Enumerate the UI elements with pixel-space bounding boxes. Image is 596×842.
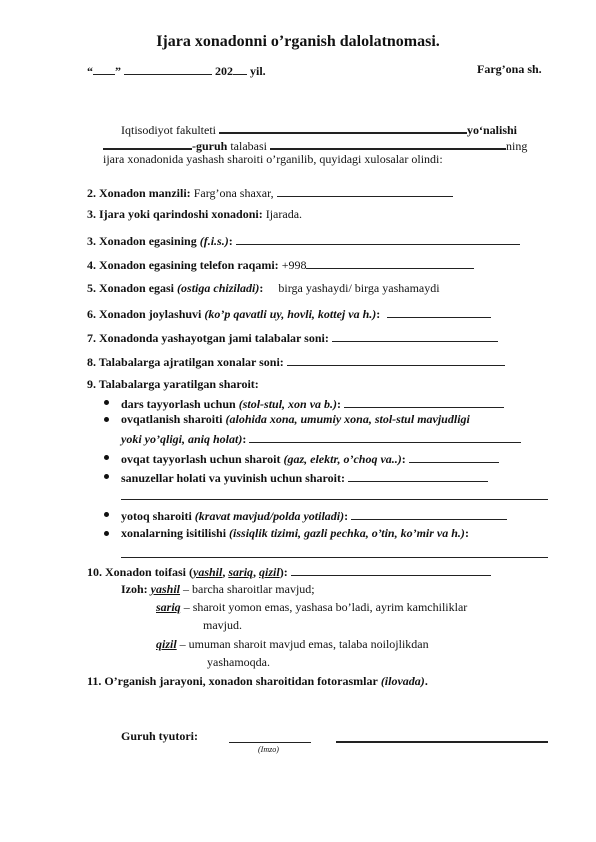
category-label: 10. Xonadon toifasi ( — [87, 565, 194, 579]
bullet-icon — [104, 400, 109, 405]
owner-label: 3. Xonadon egasining — [87, 234, 197, 248]
study-colon: : — [337, 397, 342, 411]
note-red-row — [156, 637, 429, 652]
note-yellow-row — [156, 600, 467, 615]
address-label: 2. Xonadon manzili: — [87, 186, 191, 200]
rooms-row — [87, 353, 505, 370]
heat-colon: : — [464, 526, 469, 540]
note-green-desc: – barcha sharoitlar mavjud; — [183, 582, 315, 596]
sign-hint: (Imzo) — [258, 745, 279, 754]
faculty-label: Iqtisodiyot fakulteti — [121, 123, 216, 137]
student-label: talabasi — [230, 139, 267, 153]
cook-colon: : — [401, 452, 406, 466]
signature-field[interactable] — [229, 742, 311, 743]
owner-live-hint: (ostiga chiziladi) — [177, 281, 260, 295]
owner-colon: : — [228, 234, 233, 248]
direction-field[interactable] — [219, 120, 467, 134]
rooms-label: 8. Talabalarga ajratilgan xonalar soni: — [87, 355, 284, 369]
intro-line-3: ijara xonadonida yashash sharoiti o’rganilib, quyidagi xulosalar olindi: — [103, 152, 443, 166]
year-field[interactable] — [233, 62, 247, 75]
phone-prefix: +998 — [281, 258, 307, 272]
group-field[interactable] — [103, 136, 192, 150]
students-row — [87, 329, 498, 346]
rental-type-value: Ijarada. — [265, 207, 303, 221]
bullet-icon — [104, 474, 109, 479]
phone-field[interactable] — [306, 256, 474, 269]
ning-label: ning — [506, 139, 528, 153]
category-yellow: sariq — [228, 565, 254, 579]
owner-hint: (f.i.s.) — [199, 234, 229, 248]
rest-row-2 — [121, 430, 521, 447]
conditions-heading: 9. Talabalarga yaratilgan sharoit: — [87, 377, 259, 391]
location-colon: : — [376, 307, 381, 321]
open-quote: “ — [87, 64, 93, 78]
students-field[interactable] — [332, 329, 498, 342]
sanitary-label: sanuzellar holati va yuvinish uchun sharoit: — [121, 471, 345, 485]
document-title: Ijara xonadonni o’rganish dalolatnomasi. — [156, 33, 440, 50]
study-field[interactable] — [344, 395, 504, 408]
note-yellow-desc: – sharoit yomon emas, yashasa bo’ladi, ayrim kamchiliklar — [183, 600, 468, 614]
category-sep: , — [222, 565, 226, 579]
phone-row — [87, 256, 474, 273]
note-green: yashil — [150, 582, 181, 596]
bullet-icon — [104, 455, 109, 460]
owner-live-options[interactable]: birga yashaydi/ birga yashamaydi — [278, 281, 440, 295]
heat-field[interactable] — [121, 557, 548, 558]
close-quote: ” — [115, 64, 121, 78]
year-prefix: 202 — [215, 64, 233, 78]
owner-live-row — [87, 281, 440, 296]
photos-label: 11. O’rganish jarayoni, xonadon sharoitidan fotorasmlar — [87, 674, 378, 688]
sleep-row — [121, 507, 507, 524]
cook-label: ovqat tayyorlash uchun sharoit — [121, 452, 281, 466]
tutor-name-field[interactable] — [336, 741, 548, 743]
cook-row — [121, 450, 499, 467]
owner-name-field[interactable] — [236, 232, 520, 245]
category-field[interactable] — [291, 563, 491, 576]
sleep-label: yotoq sharoiti — [121, 509, 192, 523]
bullet-icon — [104, 531, 109, 536]
photos-dot: . — [424, 674, 428, 688]
student-name-field[interactable] — [270, 136, 506, 150]
location-hint: (ko’p qavatli uy, hovli, kottej va h.) — [204, 307, 377, 321]
day-field[interactable] — [93, 62, 115, 75]
location-label: 6. Xonadon joylashuvi — [87, 307, 202, 321]
bullet-icon — [104, 417, 109, 422]
sleep-hint: (kravat mavjud/polda yotiladi) — [194, 509, 345, 523]
sleep-field[interactable] — [351, 507, 507, 520]
heat-row — [121, 526, 469, 541]
rental-type-label: 3. Ijara yoki qarindoshi xonadoni: — [87, 207, 263, 221]
photos-hint: (ilovada) — [380, 674, 425, 688]
category-row — [87, 563, 491, 580]
phone-label: 4. Xonadon egasining telefon raqami: — [87, 258, 279, 272]
rest-hint: (alohida xona, umumiy xona, stol-stul mavjudligi — [225, 412, 470, 426]
address-value: Farg’ona shaxar, — [193, 186, 274, 200]
cook-field[interactable] — [409, 450, 499, 463]
owner-live-colon: : — [259, 281, 264, 295]
rental-type-row — [87, 207, 302, 222]
bullet-icon — [104, 512, 109, 517]
study-label: dars tayyorlash uchun — [121, 397, 236, 411]
rest-field[interactable] — [249, 430, 521, 443]
rooms-field[interactable] — [287, 353, 505, 366]
year-suffix: yil. — [250, 64, 266, 78]
note-red-desc: – umuman sharoit mavjud emas, talaba noilojlikdan — [179, 637, 429, 651]
students-label: 7. Xonadonda yashayotgan jami talabalar soni: — [87, 331, 329, 345]
city: Farg’ona sh. — [477, 62, 542, 76]
rest-label: ovqatlanish sharoiti — [121, 412, 223, 426]
rest-hint-2: yoki yo’qligi, aniq holat) — [121, 432, 243, 446]
note-row — [121, 582, 315, 597]
month-field[interactable] — [124, 62, 212, 75]
category-sep: , — [253, 565, 257, 579]
location-field[interactable] — [387, 305, 491, 318]
location-row — [87, 305, 491, 322]
category-close: ): — [279, 565, 288, 579]
direction-label: yo‘nalishi — [467, 123, 518, 137]
heat-hint: (issiqlik tizimi, gazli pechka, o’tin, ko’mir va h.) — [229, 526, 465, 540]
owner-row — [87, 232, 520, 249]
sanitary-row — [121, 469, 488, 486]
note-label: Izoh: — [121, 582, 148, 596]
owner-live-label: 5. Xonadon egasi — [87, 281, 175, 295]
sanitary-extra-line[interactable] — [121, 499, 548, 500]
category-red: qizil — [259, 565, 280, 579]
note-red-desc-2: yashamoqda. — [207, 655, 270, 669]
note-red: qizil — [156, 637, 177, 651]
note-yellow: sariq — [156, 600, 181, 614]
address-field[interactable] — [277, 184, 453, 197]
rest-row — [121, 412, 470, 427]
heat-label: xonalarning isitilishi — [121, 526, 227, 540]
cook-hint: (gaz, elektr, o’choq va..) — [283, 452, 402, 466]
sanitary-field[interactable] — [348, 469, 488, 482]
study-hint: (stol-stul, xon va b.) — [238, 397, 338, 411]
group-label: -guruh — [192, 139, 228, 153]
study-row — [121, 395, 504, 412]
date-line — [87, 62, 266, 79]
note-yellow-desc-2: mavjud. — [203, 618, 242, 632]
address-row — [87, 184, 453, 201]
tutor-label: Guruh tyutori: — [121, 729, 199, 743]
category-green: yashil — [193, 565, 223, 579]
photos-row — [87, 674, 428, 689]
sleep-colon: : — [344, 509, 349, 523]
rest-colon: : — [242, 432, 247, 446]
